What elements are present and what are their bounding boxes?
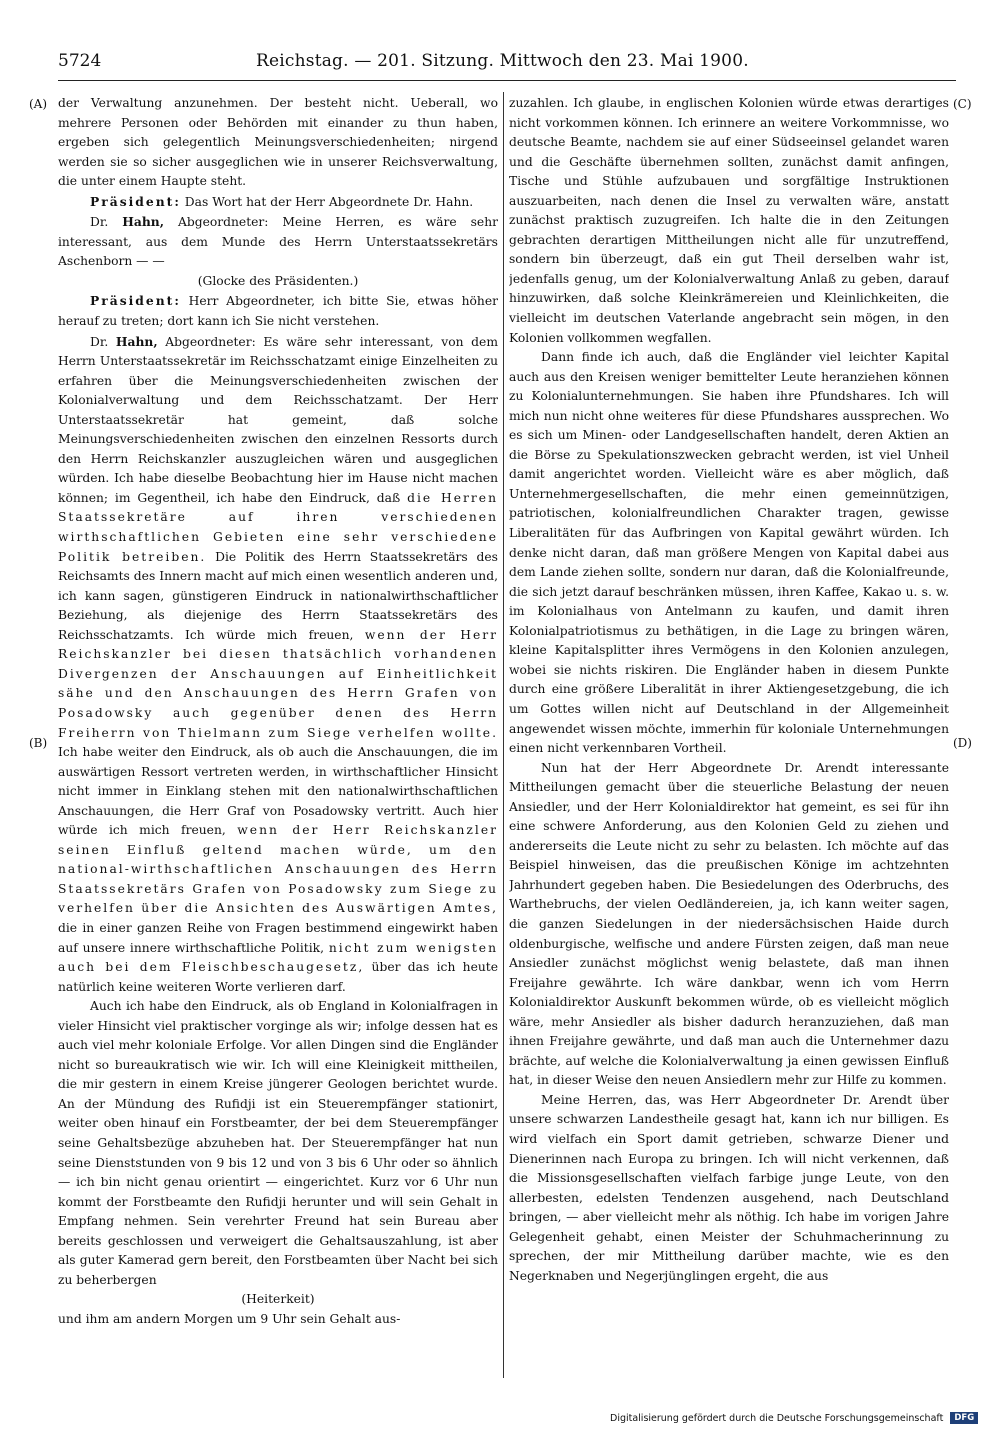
emphasized-text: nicht zum wenigsten auch bei dem Fleischbeschaugesetz, xyxy=(58,940,498,975)
dfg-logo: DFG xyxy=(950,1412,978,1424)
paragraph: Nun hat der Herr Abgeordnete Dr. Arendt interessante Mittheilungen gemacht über die steuerliche Belastung der neuen Ansiedler, und der Herr Kolonialdirektor hat gemeint, es sei für ihn eine schwere Anforderung, aus den Kolonien Geld zu ziehen und andererseits die Leute nicht zu sehr zu belasten. Ich möchte auf das Beispiel hinweisen, das die preußischen Könige im achtzehnten Jahrhundert gegeben haben. Die Besiedelungen des Oderbruchs, des Warthebruchs, der vielen Oedländereien, ja, ich kann weiter sagen, die ganzen Siedelungen in der niedersächsischen Haide durch oldenburgische, welfische und andere Fürsten zeigen, daß man neue Ansiedler zunächst möglichst wenig belastete, daß man ihnen Freijahre gewährte. Ich wäre dankbar, wenn ich vom Herrn Kolonialdirektor Auskunft bekommen würde, ob es vielleicht möglich wäre, mehr Ansiedler als bisher dadurch heranzuziehen, daß man ihnen Freijahre gewährte, und daß man auch die Unternehmer dazu brächte, auf welche die Kolonialverwaltung ja einen gewissen Einfluß hat, in dieser Weise den neuen Ansiedlern mehr zur Hilfe zu kommen. xyxy=(509,760,949,1088)
speaker-name: Präsident: xyxy=(90,293,181,309)
emphasized-text: wenn der Herr Reichskanzler bei diesen thatsächlich vorhandenen Divergenzen der Anschauungen auf Einheitlichkeit sähe und den Anschauungen des Herrn Grafen von Posadowsky auch gegenüber denen des Herrn Freiherrn von Thielmann zum Siege verhelfen wollte. xyxy=(58,627,498,740)
footer-credit xyxy=(610,1412,978,1426)
margin-marker-d: (D) xyxy=(953,736,972,750)
left-column xyxy=(58,94,498,1379)
margin-marker-b: (B) xyxy=(29,736,48,750)
stage-direction: (Heiterkeit) xyxy=(241,1292,315,1307)
paragraph: Dann finde ich auch, daß die Engländer viel leichter Kapital auch aus den Kreisen weniger bemittelter Leute heranziehen können zu Kolonialunternehmungen. Sie haben ihre Pfundshares. Ich will mich nun nicht ohne weiteres für diese Pfundshares aussprechen. Wo es sich um Minen- oder Landgesellschaften handelt, deren Aktien an die Börse zu Spekulationszwecken gebracht werden, ist viel Unheil damit angerichtet worden. Vielleicht wäre es aber möglich, daß Unternehmergesellschaften, die mehr einen gemeinnützigen, patriotischen, kolonialfreundlichen Charakter tragen, gewisse Liberalitäten für das Aufbringen von Kapital gewährt würden. Ich denke nicht daran, daß man größere Mengen von Kapital dabei aus dem Lande ziehen sollte, sondern nur daran, daß die Kolonialfreunde, die sich jetzt darauf beschränken müssen, ihren Kaffee, Kakao u. s. w. im Kolonialhaus von Antelmann zu kaufen, und damit ihren Kolonialpatriotismus zu bethätigen, in die Lage zu bringen wären, kleine Kapitalsplitter ihres Vermögens in den Kolonien anzulegen, wobei sie nichts riskiren. Die Engländer haben in diesem Punkte durch eine größere Liberalität in ihrer Aktiengesetzgebung, die ich um Gottes willen nicht auf Deutschland in der Allgemeinheit angewendet wissen möchte, immerhin für koloniale Unternehmungen einen nicht verkennbaren Vortheil. xyxy=(509,350,949,756)
header-rule xyxy=(58,80,956,81)
margin-marker-c: (C) xyxy=(953,97,972,111)
running-title: Reichstag. — 201. Sitzung. Mittwoch den 23. Mai 1900. xyxy=(256,51,749,71)
page-number: 5724 xyxy=(58,51,102,71)
page-header xyxy=(58,48,958,74)
paragraph: Dr. Hahn, Abgeordneter: Es wäre sehr interessant, von dem Herrn Unterstaatssekretär im Reichsschatzamt einige Einzelheiten zu erfahren über die Meinungsverschiedenheiten zwischen der Kolonialverwaltung und dem Reichsschatzamt. Der Herr Unterstaatssekretär hat gemeint, daß solche Meinungsverschiedenheiten zwischen den einzelnen Ressorts durch den Herrn Reichskanzler auszugleichen wären und ausgeglichen würden. Ich habe dieselbe Beobachtung hier im Hause nicht machen können; im Gegentheil, ich habe den Eindruck, daß die Herren Staatssekretäre auf ihren verschiedenen wirthschaftlichen Gebieten eine sehr verschiedene Politik betreiben. Die Politik des Herrn Staatssekretärs des Reichsamts des Innern macht auf mich einen wesentlich anderen und, ich kann sagen, günstigeren Eindruck in nationalwirthschaftlicher Beziehung, als diejenige des Herrn Staatssekretärs des Reichsschatzamts. Ich würde mich freuen, wenn der Herr Reichskanzler bei diesen thatsächlich vorhandenen Divergenzen der Anschauungen auf Einheitlichkeit sähe und den Anschauungen des Herrn Grafen von Posadowsky auch gegenüber denen des Herrn Freiherrn von Thielmann zum Siege verhelfen wollte. Ich habe weiter den Eindruck, als ob auch die Anschauungen, die im auswärtigen Ressort vertreten werden, in wirthschaftlicher Hinsicht nicht immer in Einklang stehen mit den nationalwirthschaftlichen Anschauungen, die Herr Graf von Posadowsky vertritt. Auch hier würde ich mich freuen, wenn der Herr Reichskanzler seinen Einfluß geltend machen würde, um den national-wirthschaftlichen Anschauungen des Herrn Staatssekretärs Grafen von Posadowsky zum Siege zu verhelfen über die Ansichten des Auswärtigen Amtes, die in einer ganzen Reihe von Fragen bestimmend eingewirkt haben auf unsere innere wirthschaftliche Politik, nicht zum wenigsten auch bei dem Fleischbeschaugesetz, über das ich heute natürlich keine weiteren Worte verlieren darf. xyxy=(58,333,498,994)
right-column xyxy=(509,94,949,1379)
paragraph: Dr. Hahn, Abgeordneter: Meine Herren, es wäre sehr interessant, aus dem Munde des Herrn Unterstaatssekretärs Aschenborn — — xyxy=(58,214,498,269)
emphasized-text: wenn der Herr Reichskanzler seinen Einfluß geltend machen würde, um den national-wirthschaftlichen Anschauungen des Herrn Staatssekretärs Grafen von Posadowsky zum Siege zu verhelfen über die Ansichten des Auswärtigen Amtes, xyxy=(58,823,498,916)
paragraph: der Verwaltung anzunehmen. Der besteht nicht. Ueberall, wo mehrere Personen oder Behörden mit einander zu thun haben, ergeben sich gelegentlich Meinungsverschiedenheiten; nirgend werden sie so sicher ausgeglichen wie in unserer Reichsverwaltung, die unter einem Haupte steht. xyxy=(58,96,498,189)
paragraph: zuzahlen. Ich glaube, in englischen Kolonien würde etwas derartiges nicht vorkommen können. Ich erinnere an weitere Vorkommnisse, wo deutsche Beamte, nachdem sie auf einer Südseeinsel gelandet waren und die Geschäfte übernehmen sollten, zunächst damit anfingen, Tische und Stühle aufzubauen und sorgfältige Instruktionen auszuarbeiten, nach denen die Insel zu verwalten wäre, anstatt zunächst praktisch zuzugreifen. Ich halte die in den Zeitungen gebrachten derartigen Mittheilungen nicht alle für unzutreffend, sondern bin überzeugt, daß ein gut Theil derselben wahr ist, jedenfalls genug, um der Kolonialverwaltung Anlaß zu geben, darauf hinzuwirken, daß solche Kleinkrämereien und Kleinlichkeiten, die vielleicht im deutschen Vaterlande angebracht sein mögen, in den Kolonien vollkommen wegfallen. xyxy=(509,96,949,345)
paragraph: Präsident: Herr Abgeordneter, ich bitte Sie, etwas höher herauf zu treten; dort kann ich Sie nicht verstehen. xyxy=(58,293,498,329)
paragraph: Auch ich habe den Eindruck, als ob England in Kolonialfragen in vieler Hinsicht viel praktischer vorginge als wir; infolge dessen hat es auch viel mehr koloniale Erfolge. Vor allen Dingen sind die Engländer nicht so bureaukratisch wie wir. Ich will eine Kleinigkeit mittheilen, die mir gestern in einem Kreise jüngerer Geologen berichtet wurde. An der Mündung des Rufidji ist ein Steuerempfänger stationirt, weiter oben hinauf ein Forstbeamter, der bei dem Steuerempfänger seine Gehaltsbezüge abzuheben hat. Der Steuerempfänger hat nun seine Dienststunden von 9 bis 12 und von 3 bis 6 Uhr oder so ähnlich — ich bin nicht genau orientirt — eingerichtet. Kurz vor 6 Uhr nun kommt der Forstbeamte den Rufidji herunter und will sein Gehalt in Empfang nehmen. Sein verehrter Freund hat sein Bureau aber bereits geschlossen und verweigert die Gehaltsauszahlung, ist aber als guter Kamerad gern bereit, den Forstbeamten über Nacht bei sich zu beherbergen xyxy=(58,999,498,1287)
paragraph: und ihm am andern Morgen um 9 Uhr sein Gehalt aus- xyxy=(58,1311,401,1326)
paragraph: Präsident: Das Wort hat der Herr Abgeordnete Dr. Hahn. xyxy=(90,193,474,209)
footer-credit-text: Digitalisierung gefördert durch die Deutsche Forschungsgemeinschaft xyxy=(610,1413,944,1424)
column-divider xyxy=(503,92,504,1378)
paragraph: Meine Herren, das, was Herr Abgeordneter Dr. Arendt über unsere schwarzen Landestheile gesagt hat, kann ich nur billigen. Es wird vielfach ein Sport damit getrieben, schwarze Diener und Dienerinnen nach Europa zu bringen. Ich will nicht verkennen, daß die Missionsgesellschaften vielfach farbige junge Leute, von den allerbesten, edelsten Tendenzen ausgehend, nach Deutschland bringen, — aber vielleicht mehr als nöthig. Ich habe im vorigen Jahre Gelegenheit gehabt, einen Meister der Schuhmacherinnung zu sprechen, der mir Mittheilung darüber machte, wie es den Negerknaben und Negerjünglingen ergeht, die aus xyxy=(509,1092,949,1283)
speaker-name: Hahn, xyxy=(122,214,164,230)
speaker-name: Präsident: xyxy=(90,193,181,209)
stage-direction: (Glocke des Präsidenten.) xyxy=(197,273,359,288)
margin-marker-a: (A) xyxy=(29,97,48,111)
speaker-name: Hahn, xyxy=(115,333,158,349)
emphasized-text: die Herren Staatssekretäre auf ihren verschiedenen wirthschaftlichen Gebieten eine sehr verschiedene Politik betreiben. xyxy=(58,490,498,564)
